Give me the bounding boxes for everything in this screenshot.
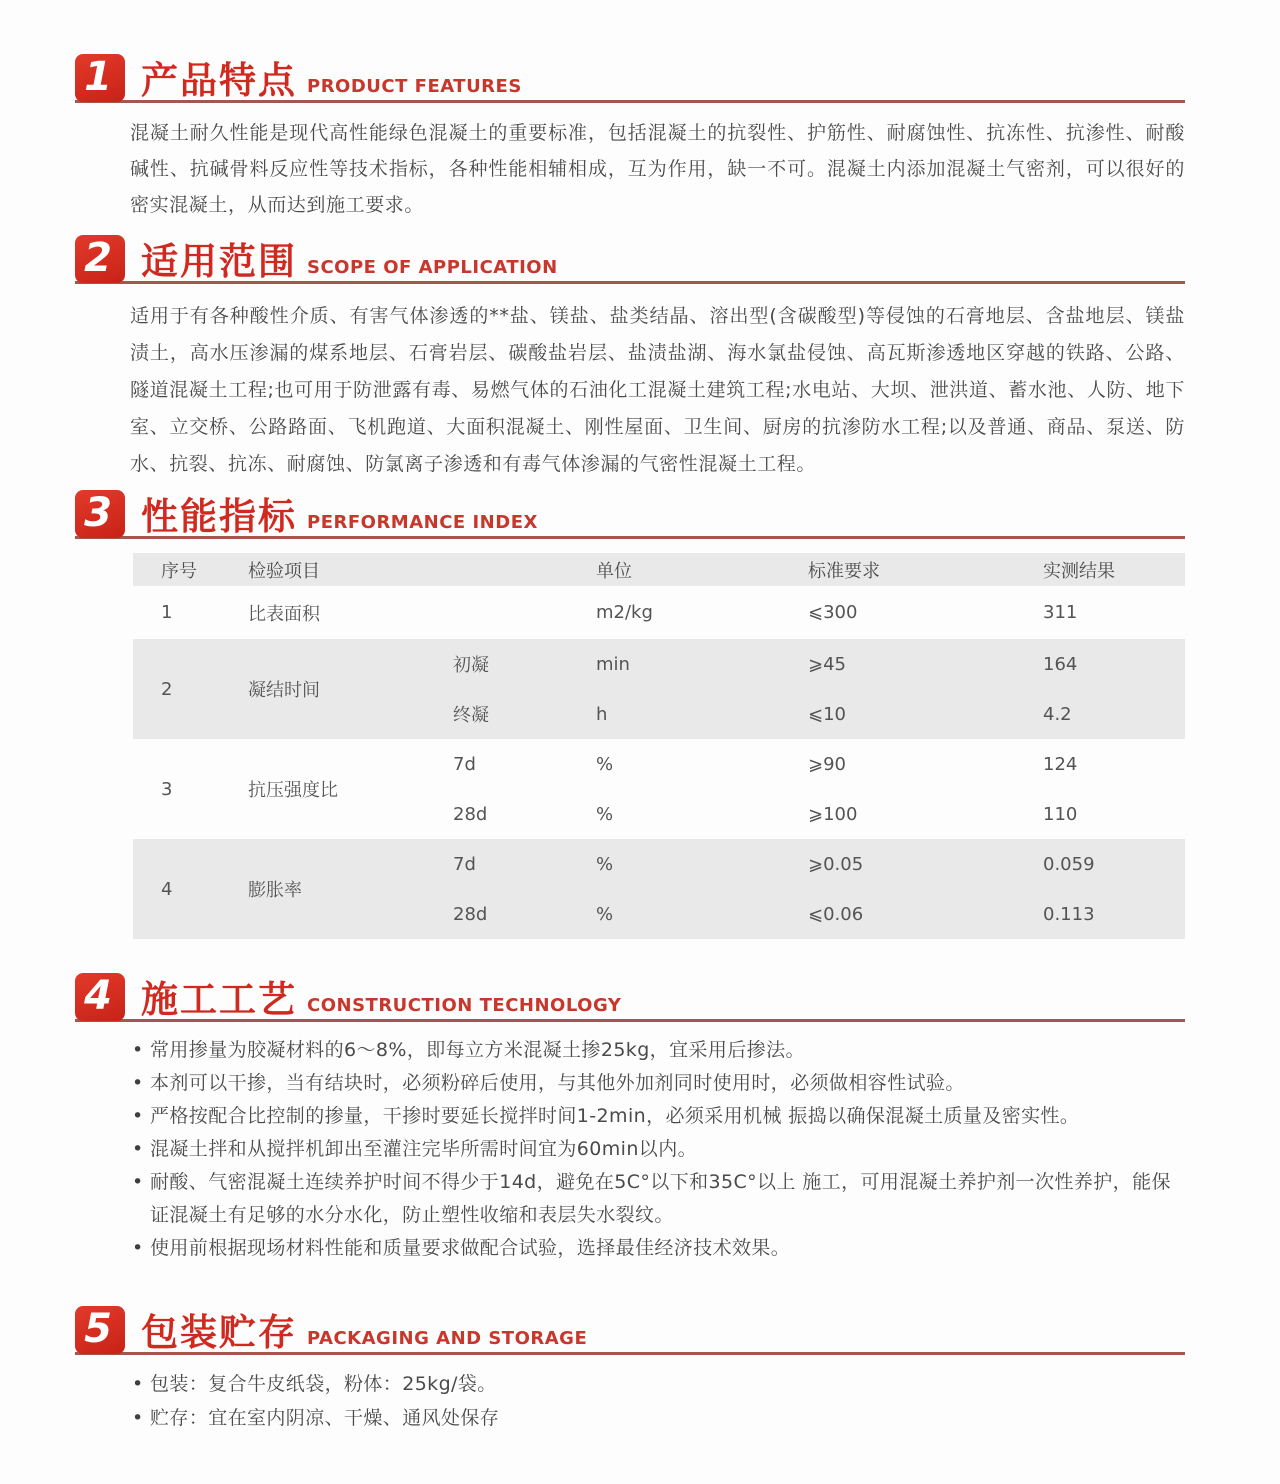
- cell-index: 1: [161, 602, 173, 623]
- section-number: 5: [84, 1306, 112, 1352]
- section-title-en: SCOPE OF APPLICATION: [307, 257, 558, 278]
- cell-standard: ⩾100: [808, 803, 858, 825]
- section-header: [75, 233, 1185, 284]
- cell-result: 110: [1043, 803, 1078, 825]
- section-packaging-and-storage: [75, 1304, 1185, 1435]
- section-header: [75, 1304, 1185, 1355]
- section-title-zh: 产品特点: [141, 59, 297, 102]
- section-number-badge: [75, 54, 125, 102]
- cell-unit: h: [596, 703, 608, 725]
- section-number-badge: [75, 973, 125, 1021]
- cell-standard: ⩾45: [808, 653, 846, 675]
- cell-item: 凝结时间: [248, 680, 320, 701]
- cell-sub: 终凝: [453, 705, 489, 726]
- list-item: • 贮存：宜在室内阴凉、干燥、通风处保存: [130, 1401, 1185, 1435]
- section-title-zh: 适用范围: [141, 240, 297, 283]
- col-header-unit: 单位: [596, 560, 632, 582]
- list-item: • 使用前根据现场材料性能和质量要求做配合试验，选择最佳经济技术效果。: [130, 1232, 1185, 1265]
- cell-item: 比表面积: [248, 603, 320, 625]
- cell-unit: %: [596, 803, 614, 825]
- section-title-en: PERFORMANCE INDEX: [307, 512, 538, 533]
- section-title-zh: 性能指标: [141, 495, 297, 538]
- section-number-badge: [75, 1306, 125, 1354]
- bullet-list: [130, 1034, 1185, 1265]
- table-row-group: [133, 839, 1185, 939]
- cell-result: 311: [1043, 602, 1078, 623]
- cell-item: 膨胀率: [248, 880, 302, 901]
- section-performance-index: [75, 488, 1185, 939]
- cell-sub: 初凝: [453, 655, 489, 676]
- cell-standard: ⩽0.06: [808, 903, 864, 925]
- col-header-standard: 标准要求: [808, 560, 880, 582]
- cell-result: 0.059: [1043, 853, 1095, 875]
- cell-unit: %: [596, 903, 614, 925]
- cell-standard: ⩾90: [808, 753, 846, 775]
- section-number: 2: [84, 235, 112, 281]
- section-number: 3: [84, 490, 112, 536]
- section-construction-technology: [75, 971, 1185, 1265]
- cell-sub: 28d: [453, 803, 488, 825]
- cell-standard: ⩾0.05: [808, 853, 864, 875]
- section-paragraph: 混凝土耐久性能是现代高性能绿色混凝土的重要标准，包括混凝土的抗裂性、护筋性、耐腐蚀性、抗冻性、抗渗性、耐酸碱性、抗碱骨料反应性等技术指标，各种性能相辅相成，互为作用，缺一不可。混凝土内添加混凝土气密剂，可以很好的密实混凝土，从而达到施工要求。: [130, 122, 1185, 216]
- section-number: 4: [84, 973, 112, 1019]
- cell-index: 2: [161, 678, 173, 700]
- table-row-group: [133, 639, 1185, 739]
- section-header: [75, 971, 1185, 1022]
- cell-sub: 28d: [453, 903, 488, 925]
- cell-standard: ⩽300: [808, 602, 858, 623]
- cell-item: 抗压强度比: [248, 780, 338, 801]
- list-item: • 严格按配合比控制的掺量，干掺时要延长搅拌时间1-2min，必须采用机械 振捣以确保混凝土质量及密实性。: [130, 1100, 1185, 1133]
- cell-result: 4.2: [1043, 703, 1072, 725]
- section-title-en: PRODUCT FEATURES: [307, 76, 522, 97]
- section-scope-of-application: [75, 233, 1185, 483]
- section-header: [75, 488, 1185, 539]
- list-item: • 包装：复合牛皮纸袋，粉体：25kg/袋。: [130, 1367, 1185, 1401]
- section-title-en: PACKAGING AND STORAGE: [307, 1328, 588, 1349]
- section-number-badge: [75, 490, 125, 538]
- section-title-zh: 施工工艺: [141, 978, 297, 1021]
- cell-unit: m2/kg: [596, 602, 653, 623]
- list-item: • 混凝土拌和从搅拌机卸出至灌注完毕所需时间宜为60min以内。: [130, 1133, 1185, 1166]
- section-number: 1: [84, 54, 112, 100]
- cell-standard: ⩽10: [808, 703, 846, 725]
- cell-index: 3: [161, 778, 173, 800]
- section-paragraph: 适用于有各种酸性介质、有害气体渗透的**盐、镁盐、盐类结晶、溶出型(含碳酸型)等侵蚀的石膏地层、含盐地层、镁盐渍土，高水压渗漏的煤系地层、石膏岩层、碳酸盐岩层、盐渍盐湖、海水氯盐侵蚀、高瓦斯渗透地区穿越的铁路、公路、隧道混凝土工程;也可用于防泄露有毒、易燃气体的石油化工混凝土建筑工程;水电站、大坝、泄洪道、蓄水池、人防、地下室、立交桥、公路路面、飞机跑道、大面积混凝土、刚性屋面、卫生间、厨房的抗渗防水工程;以及普通、商品、泵送、防水、抗裂、抗冻、耐腐蚀、防氯离子渗透和有毒气体渗漏的气密性混凝土工程。: [130, 305, 1185, 475]
- cell-unit: %: [596, 753, 614, 775]
- table-row-group: [133, 739, 1185, 839]
- cell-result: 164: [1043, 653, 1078, 675]
- cell-unit: %: [596, 853, 614, 875]
- section-title-zh: 包装贮存: [141, 1311, 297, 1354]
- bullet-list: [130, 1367, 1185, 1435]
- col-header-item: 检验项目: [248, 560, 320, 582]
- cell-result: 0.113: [1043, 903, 1095, 925]
- section-header: [75, 52, 1185, 103]
- performance-table: [133, 553, 1185, 939]
- col-header-index: 序号: [161, 560, 197, 582]
- cell-sub: 7d: [453, 753, 476, 775]
- section-product-features: [75, 52, 1185, 223]
- list-item: • 耐酸、气密混凝土连续养护时间不得少于14d，避免在5C°以下和35C°以上 施工，可用混凝土养护剂一次性养护，能保证混凝土有足够的水分水化，防止塑性收缩和表层失水裂纹。: [130, 1166, 1185, 1232]
- cell-unit: min: [596, 653, 630, 675]
- table-row: [133, 586, 1185, 639]
- col-header-result: 实测结果: [1043, 560, 1115, 582]
- cell-result: 124: [1043, 753, 1078, 775]
- cell-sub: 7d: [453, 853, 476, 875]
- list-item: • 常用掺量为胶凝材料的6～8%，即每立方米混凝土掺25kg，宜采用后掺法。: [130, 1034, 1185, 1067]
- section-title-en: CONSTRUCTION TECHNOLOGY: [307, 995, 622, 1016]
- table-header-row: [133, 553, 1185, 586]
- section-number-badge: [75, 235, 125, 283]
- cell-index: 4: [161, 878, 173, 900]
- list-item: • 本剂可以干掺，当有结块时，必须粉碎后使用，与其他外加剂同时使用时，必须做相容性试验。: [130, 1067, 1185, 1100]
